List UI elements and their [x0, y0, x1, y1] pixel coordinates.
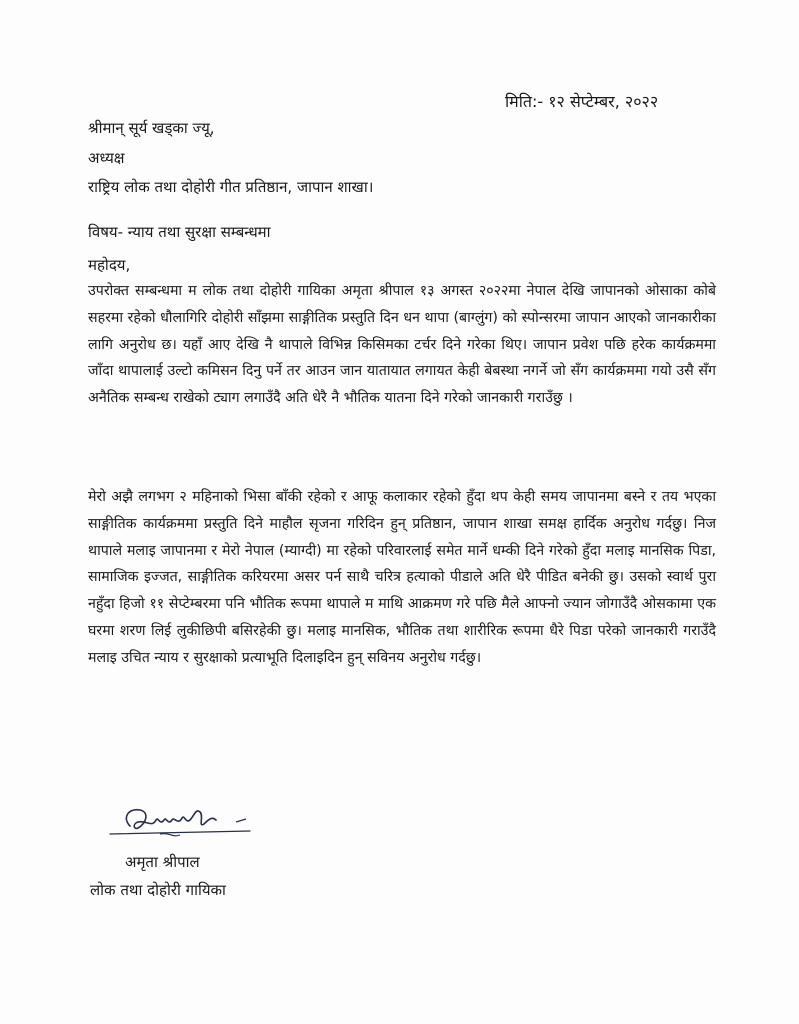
letter-salutation: महोदय,	[88, 256, 131, 274]
sender-name: अमृता श्रीपाल	[125, 853, 200, 871]
body-paragraph-1: उपरोक्त सम्बन्धमा म लोक तथा दोहोरी गायिका अमृता श्रीपाल १३ अगस्त २०२२मा नेपाल देखि जापानको ओसाका कोबे सहरमा रहेको धौलागिरि दोहोरी साँझमा साङ्गीतिक प्रस्तुति दिन धन थापा (बाग्लुंग) को स्पोन्सरमा जापान आएको जानकारीका लागि अनुरोध छ। यहाँ आए देखि नै थापाले विभिन्न किसिमका टर्चर दिने गरेका थिए। जापान प्रवेश पछि हरेक कार्यक्रममा जाँदा थापालाई उल्टो कमिसन दिनु पर्ने तर आउन जान यातायात लगायत केही बेबस्था नगर्ने जो सँग कार्यक्रममा गयो उसै सँग अनैतिक सम्बन्ध राखेको ट्याग लगाउँदै अति धेरै नै भौतिक यातना दिने गरेको जानकारी गराउँछु ।	[88, 283, 716, 407]
letter-subject: विषय- न्याय तथा सुरक्षा सम्बन्धमा	[88, 223, 271, 241]
letter-date: मिति:- १२ सेप्टेम्बर, २०२२	[505, 92, 659, 111]
sender-title: लोक तथा दोहोरी गायिका	[90, 881, 226, 899]
recipient-name: श्रीमान् सूर्य खड्का ज्यू,	[88, 119, 215, 137]
recipient-role: अध्यक्ष	[88, 149, 125, 167]
handwritten-signature	[100, 798, 270, 844]
recipient-org: राष्ट्रिय लोक तथा दोहोरी गीत प्रतिष्ठान, जापान शाखा।	[88, 178, 374, 196]
body-paragraph-2: मेरो अझै लगभग २ महिनाको भिसा बाँकी रहेको र आफू कलाकार रहेको हुँदा थप केही समय जापानमा बस्ने र तय भएका साङ्गीतिक कार्यक्रममा प्रस्तुति दिने माहौल सृजना गरिदिन हुन् प्रतिष्ठान, जापान शाखा समक्ष हार्दिक अनुरोध गर्दछु। निज थापाले मलाइ जापानमा र मेरो नेपाल (म्याग्दी) मा रहेको परिवारलाई समेत मार्ने धम्की दिने गरेको हुँदा मलाइ मानसिक पिडा, सामाजिक इज्जत, साङ्गीतिक करियरमा असर पर्न साथै चरित्र हत्याको पीडाले अति धेरै पीडित बनेकी छु। उसको स्वार्थ पुरा नहुँदा हिजो ११ सेप्टेम्बरमा पनि भौतिक रूपमा थापाले म माथि आक्रमण गरे पछि मैले आफ्नो ज्यान जोगाउँदै ओसकामा एक घरमा शरण लिई लुकीछिपी बसिरहेकी छु। मलाइ मानसिक, भौतिक तथा शारीरिक रूपमा धैरे पिडा परेको जानकारी गराउँदै मलाइ उचित न्याय र सुरक्षाको प्रत्याभूति दिलाइदिन हुन् सविनय अनुरोध गर्दछु।	[88, 489, 716, 666]
